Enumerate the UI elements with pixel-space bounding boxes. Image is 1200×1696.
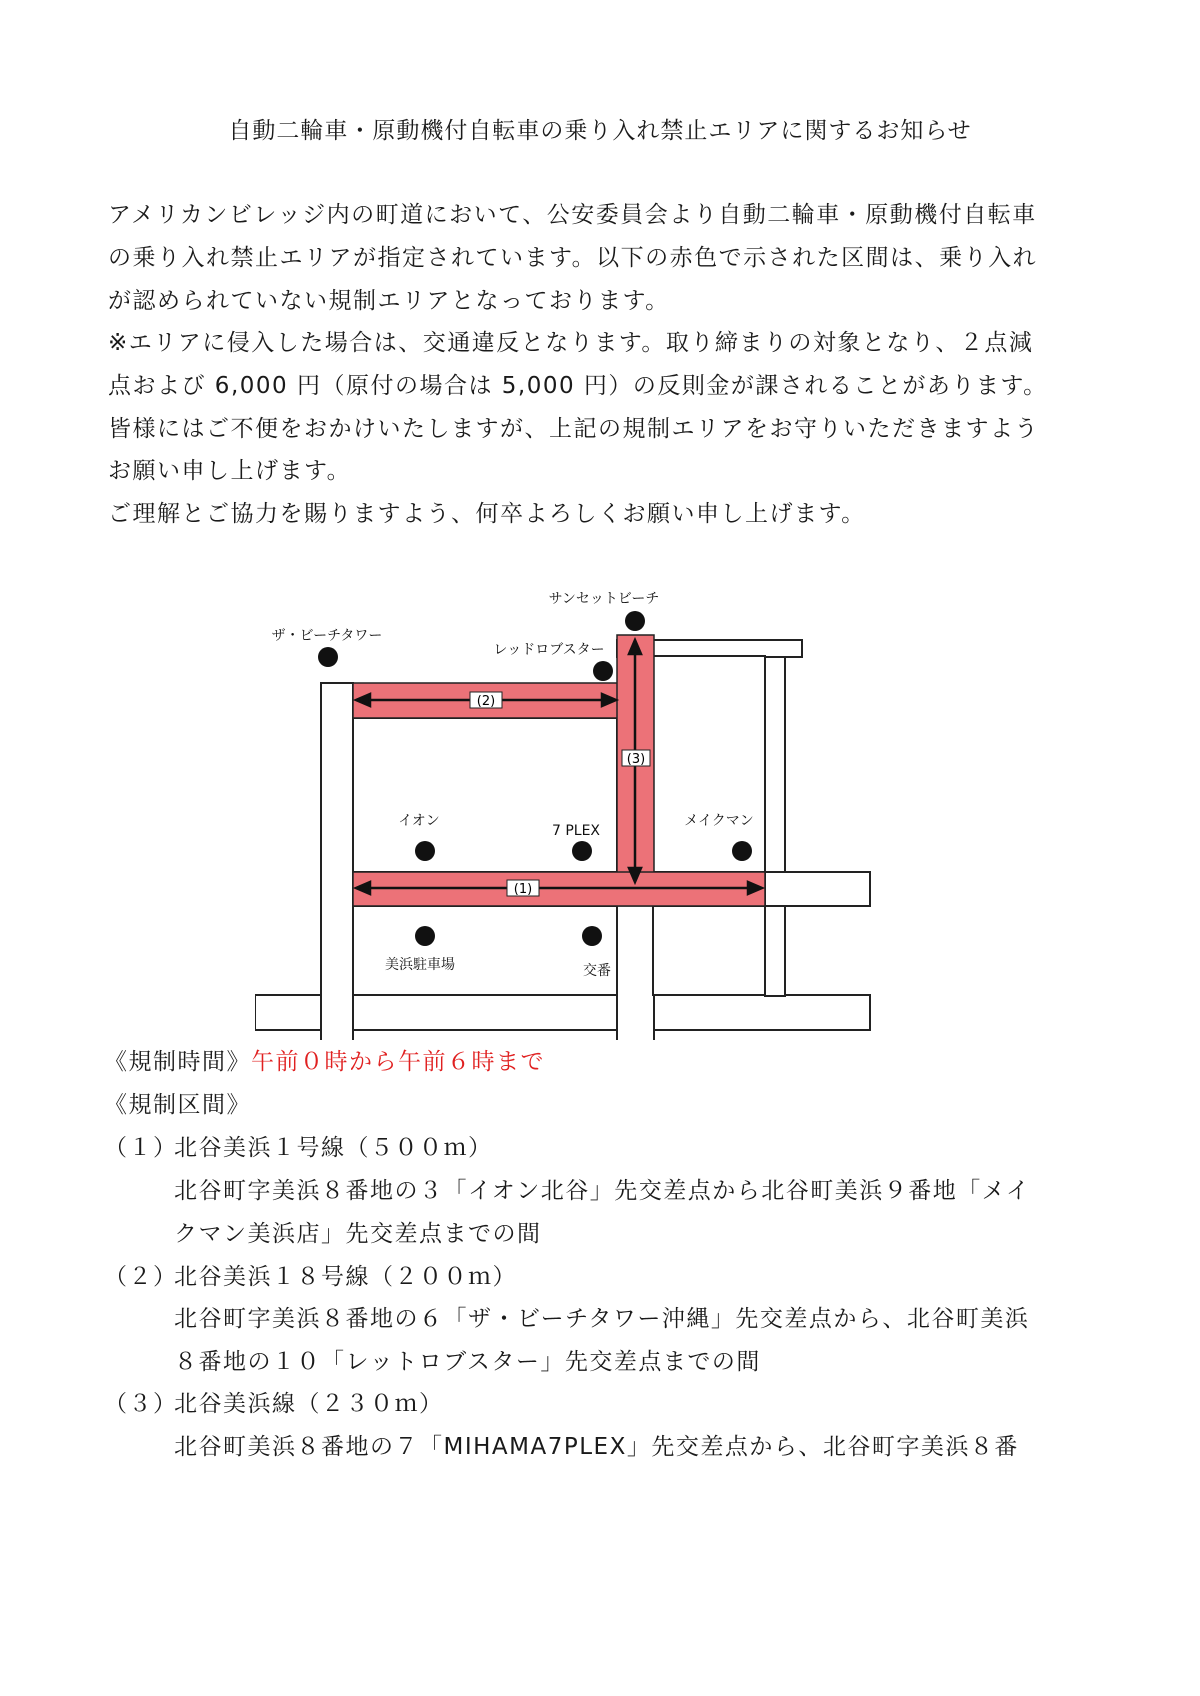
makeman-dot bbox=[732, 841, 752, 861]
section-number: （２） bbox=[104, 1264, 178, 1290]
section-name: 北谷美浜１８号線（２００ｍ） bbox=[174, 1264, 517, 1290]
sunset-beach-label: サンセットビーチ bbox=[548, 591, 660, 607]
section-number: （３） bbox=[104, 1391, 178, 1417]
schedule-time-label: 《規制時間》 bbox=[104, 1049, 251, 1075]
section-desc: 北谷町美浜８番地の７「MIHAMA7PLEX」先交差点から、北谷町字美浜８番 bbox=[174, 1434, 1019, 1460]
section-number: （１） bbox=[104, 1135, 178, 1161]
section-desc: 北谷町字美浜８番地の３「イオン北谷」先交差点から北谷町美浜９番地「メイ bbox=[174, 1178, 1031, 1204]
block-makeman bbox=[653, 656, 765, 872]
road-right-stub bbox=[765, 872, 870, 906]
red-lobster-label: レッドロブスター bbox=[493, 642, 605, 658]
koban-dot bbox=[582, 926, 602, 946]
schedule-time bbox=[104, 1043, 545, 1076]
beach-tower-label: ザ・ビーチタワー bbox=[271, 628, 383, 644]
aeon-label: イオン bbox=[398, 813, 440, 829]
notice-title: 自動二輪車・原動機付自転車の乗り入れ禁止エリアに関するお知らせ bbox=[228, 118, 972, 144]
road-left bbox=[321, 683, 353, 1040]
aeon-dot bbox=[415, 841, 435, 861]
paragraph-line: ご理解とご協力を賜りますよう、何卒よろしくお願い申し上げます。 bbox=[108, 501, 866, 527]
sunset-beach-dot bbox=[625, 611, 645, 631]
makeman-label: メイクマン bbox=[684, 813, 754, 829]
section-name: 北谷美浜１号線（５００ｍ） bbox=[174, 1135, 493, 1161]
segment-1-label: (1) bbox=[513, 882, 533, 897]
section-desc: ８番地の１０「レットロブスター」先交差点までの間 bbox=[174, 1349, 761, 1375]
schedule-time-value: 午前０時から午前６時まで bbox=[251, 1049, 545, 1075]
paragraph-line: 皆様にはご不便をおかけいたしますが、上記の規制エリアをお守りいただきますよう bbox=[108, 416, 1039, 442]
schedule-section-label: 《規制区間》 bbox=[104, 1092, 251, 1118]
paragraph-line: の乗り入れ禁止エリアが指定されています。以下の赤色で示された区間は、乗り入れ bbox=[108, 245, 1038, 271]
mihama-parking-dot bbox=[415, 926, 435, 946]
paragraph-line: お願い申し上げます。 bbox=[108, 458, 352, 484]
section-name: 北谷美浜線（２３０ｍ） bbox=[174, 1391, 444, 1417]
paragraph-line: ※エリアに侵入した場合は、交通違反となります。取り締まりの対象となり、２点減 bbox=[108, 330, 1034, 356]
block-parking bbox=[353, 906, 617, 995]
segment-3-label: (3) bbox=[626, 752, 646, 767]
road-right bbox=[765, 656, 785, 996]
section-desc: クマン美浜店」先交差点までの間 bbox=[174, 1221, 542, 1247]
koban-label: 交番 bbox=[583, 963, 611, 979]
plex-dot bbox=[572, 841, 592, 861]
road-center-lower bbox=[617, 900, 654, 1040]
block-koban-east bbox=[653, 906, 765, 995]
section-desc: 北谷町字美浜８番地の６「ザ・ビーチタワー沖縄」先交差点から、北谷町美浜 bbox=[174, 1306, 1030, 1332]
paragraph-line: 点および 6,000 円（原付の場合は 5,000 円）の反則金が課されることがあります。 bbox=[108, 373, 1048, 399]
paragraph-line: が認められていない規制エリアとなっております。 bbox=[108, 288, 670, 314]
plex-label: 7 PLEX bbox=[551, 823, 601, 839]
beach-tower-dot bbox=[318, 647, 338, 667]
restricted-area-map bbox=[255, 580, 895, 1040]
red-lobster-dot bbox=[593, 661, 613, 681]
segment-2-label: (2) bbox=[476, 694, 496, 709]
mihama-parking-label: 美浜駐車場 bbox=[385, 957, 455, 973]
paragraph-line: アメリカンビレッジ内の町道において、公安委員会より自動二輪車・原動機付自転車 bbox=[108, 202, 1037, 228]
